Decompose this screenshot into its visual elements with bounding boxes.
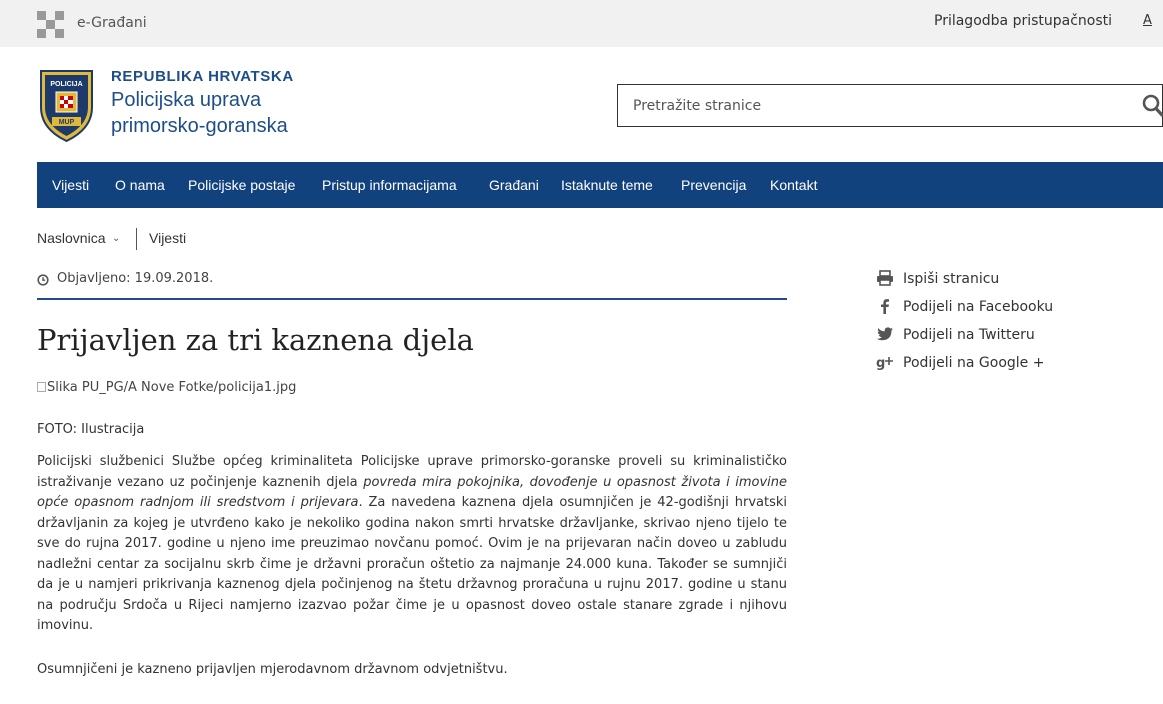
chevron-down-icon[interactable]: ⌄ <box>112 233 121 244</box>
nav-item-vijesti[interactable]: Vijesti <box>52 177 90 193</box>
photo-caption: FOTO: Ilustracija <box>37 422 145 437</box>
paragraph-text: Policijski službenici Službe općeg kriminaliteta Policijske uprave primorsko-goranske proveli su kriminalističko istraživanje vezano uz počinjenje kaznenih djela <box>37 454 787 490</box>
search-input[interactable] <box>618 85 1128 126</box>
search-box <box>617 84 1163 127</box>
article-paragraph-2: Osumnjičeni je kazneno prijavljen mjerodavnom državnom odvjetništvu. <box>37 662 508 677</box>
google-plus-icon <box>876 354 894 370</box>
article-title: Prijavljen za tri kaznena djela <box>37 323 474 357</box>
crest-text-bottom: MUP <box>58 119 75 126</box>
twitter-icon <box>876 326 894 342</box>
organization-name-line1[interactable]: Policijska uprava <box>111 89 262 111</box>
article-image-alt: Slika PU_PG/A Nove Fotke/policija1.jpg <box>47 380 297 395</box>
facebook-icon <box>876 298 894 314</box>
crest-text-top: POLICIJA <box>50 81 83 88</box>
share-label: Podijeli na Facebooku <box>903 299 1054 315</box>
top-bar <box>0 0 1163 47</box>
article-image <box>37 380 296 395</box>
breadcrumb-current[interactable]: Vijesti <box>149 230 187 246</box>
search-icon[interactable] <box>1142 94 1163 118</box>
organization-name-line2[interactable]: primorsko-goranska <box>111 115 288 137</box>
share-facebook-link[interactable] <box>876 298 1053 315</box>
svg-text:g: g <box>876 356 886 370</box>
paragraph-italic-text: povreda mira pokojnika, dovođenje u opasnost života i imovine opće opasnom radnjom ili sredstvom i prijevara <box>37 474 787 510</box>
publish-date: Objavljeno: 19.09.2018. <box>57 271 214 286</box>
e-gradani-logo-icon[interactable] <box>37 11 64 38</box>
nav-item-istaknute-teme[interactable]: Istaknute teme <box>561 177 653 193</box>
broken-image-icon <box>37 382 46 392</box>
e-gradani-link[interactable]: e-Građani <box>77 15 147 31</box>
accessibility-settings-link[interactable]: Prilagodba pristupačnosti <box>934 13 1113 29</box>
share-label: Podijeli na Twitteru <box>903 327 1035 343</box>
divider <box>37 298 787 300</box>
breadcrumb-divider <box>136 228 137 250</box>
paragraph-text: . Za navedena kaznena djela osumnjičen je 42-godišnji hrvatski državljanin za kojeg je utvrđeno kako je nekoliko godina nakon smrti hrvatske državljanke, skrivao njeno tijelo te sve do rujna 2017. godine u njeno ime preuzimao novčanu pomoć. Ovim je na prijevaran način doveo u zabludu nadležni centar za socijalnu skrb čime je državni proračun oštetio za najmanje 24.000 kuna. Također se sumnjiči da je u namjeri prikrivanja kaznenog djela počinjenog na štetu državnog proračuna u rujnu 2017. godine u stanu na području Srdoča u Rijeci namjerno izazvao požar čime je u opasnost doveo ostale stanare zgrade i njihovu imovinu. <box>37 495 787 633</box>
share-label: Podijeli na Google + <box>903 355 1045 371</box>
share-label: Ispiši stranicu <box>903 271 1000 287</box>
main-navigation <box>37 162 1163 208</box>
breadcrumb-home[interactable]: Naslovnica <box>37 230 106 246</box>
print-page-link[interactable] <box>876 270 999 287</box>
nav-item-kontakt[interactable]: Kontakt <box>770 177 818 193</box>
font-size-toggle[interactable]: A <box>1143 13 1152 28</box>
share-twitter-link[interactable] <box>876 326 1035 343</box>
article-paragraph-1 <box>37 452 787 637</box>
clock-icon <box>37 274 49 286</box>
nav-item-o-nama[interactable]: O nama <box>115 177 165 193</box>
country-name: REPUBLIKA HRVATSKA <box>111 68 294 85</box>
nav-item-prevencija[interactable]: Prevencija <box>681 177 747 193</box>
nav-item-policijske-postaje[interactable]: Policijske postaje <box>188 177 296 193</box>
print-icon <box>876 270 894 286</box>
nav-item-gradani[interactable]: Građani <box>489 177 539 193</box>
police-crest-logo[interactable] <box>35 67 98 143</box>
nav-item-pristup-informacijama[interactable]: Pristup informacijama <box>322 177 457 193</box>
share-google-plus-link[interactable] <box>876 354 1044 371</box>
